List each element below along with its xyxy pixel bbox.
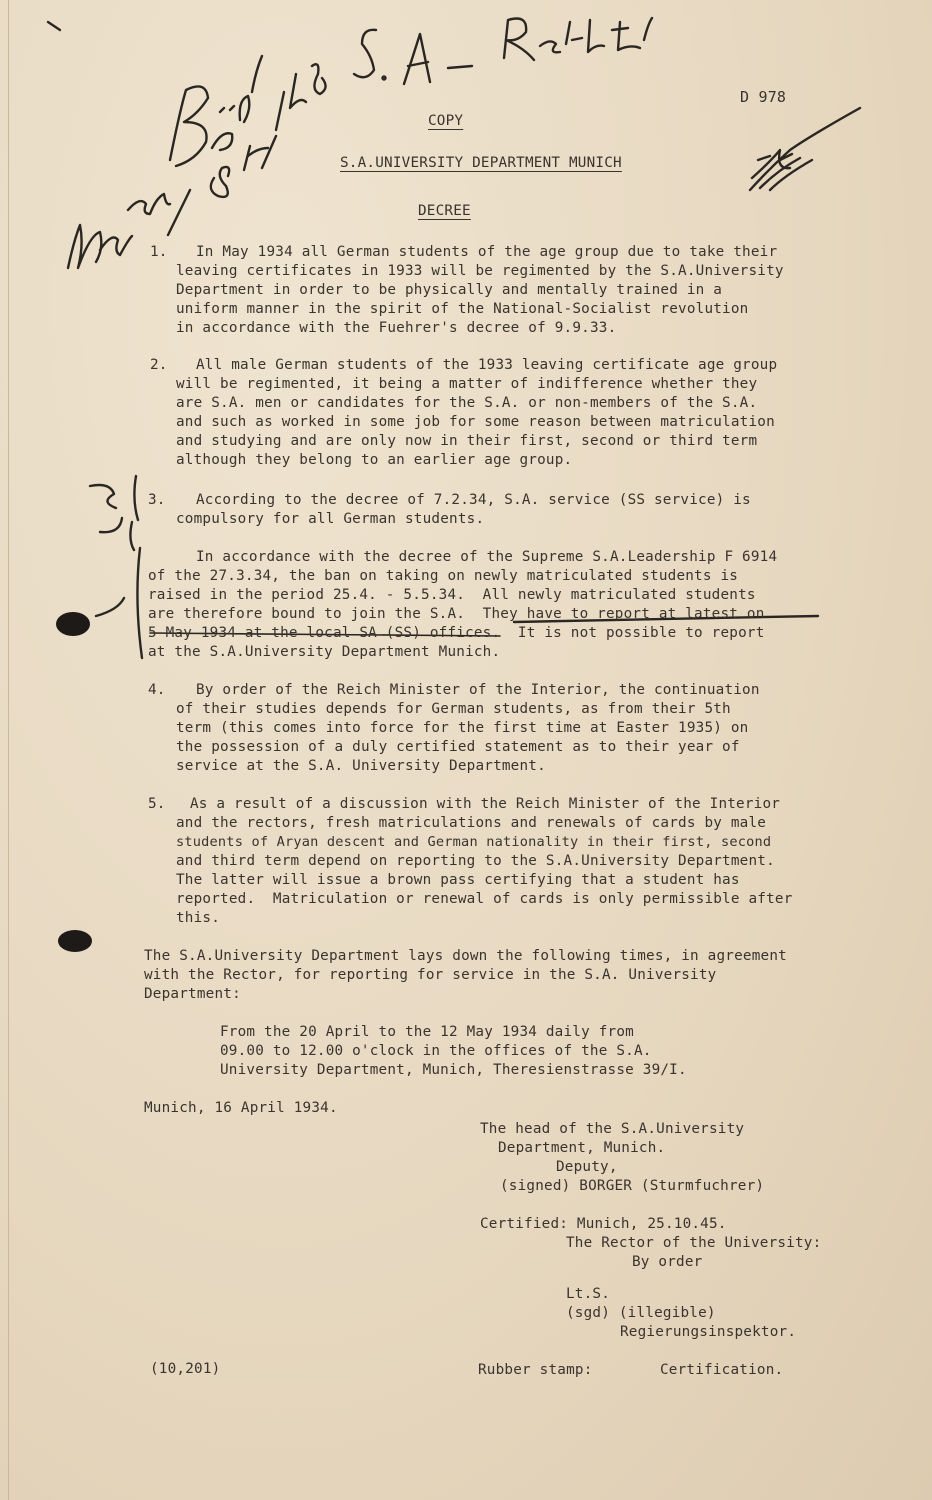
- paragraph-number: 5.: [148, 796, 166, 812]
- paragraph-4-line: the possession of a duly certified statement as to their year of: [176, 739, 740, 755]
- times-line: University Department, Munich, Theresienstrasse 39/I.: [220, 1062, 687, 1078]
- paragraph-5-line: students of Aryan descent and German nationality in their first, second: [176, 834, 772, 850]
- signature-line: Deputy,: [556, 1159, 618, 1175]
- paragraph-3b-line: 5 May 1934 at the local SA (SS) offices. It is not possible to report: [148, 625, 765, 641]
- paragraph-3b-line: In accordance with the decree of the Supreme S.A.Leadership F 6914: [196, 549, 778, 565]
- certified-line: Certified: Munich, 25.10.45.: [480, 1216, 727, 1232]
- paragraph-number: 1.: [150, 244, 168, 260]
- paragraph-2-line: and such as worked in some job for some reason between matriculation: [176, 414, 775, 430]
- officer-line: Regierungsinspektor.: [620, 1324, 797, 1340]
- decree-heading: DECREE: [418, 203, 471, 219]
- ink-blot: [56, 612, 90, 636]
- paragraph-number: 3.: [148, 492, 166, 508]
- paragraph-5-line: reported. Matriculation or renewal of cards is only permissible after: [176, 891, 793, 907]
- paragraph-1-line: leaving certificates in 1933 will be regimented by the S.A.University: [176, 263, 784, 279]
- paragraph-2-line: are S.A. men or candidates for the S.A. or non-members of the S.A.: [176, 395, 758, 411]
- paragraph-3-line: compulsory for all German students.: [176, 511, 485, 527]
- closing-line: Department:: [144, 986, 241, 1002]
- paragraph-3b-line: raised in the period 25.4. - 5.5.34. All newly matriculated students: [148, 587, 756, 603]
- stamp-label: Rubber stamp:: [478, 1362, 593, 1378]
- paragraph-5-line: The latter will issue a brown pass certifying that a student has: [176, 872, 740, 888]
- paragraph-2-line: will be regimented, it being a matter of indifference whether they: [176, 376, 758, 392]
- page-edge: [8, 0, 9, 1500]
- closing-line: The S.A.University Department lays down the following times, in agreement: [144, 948, 787, 964]
- paragraph-number: 2.: [150, 357, 168, 373]
- signature-line: The head of the S.A.University: [480, 1121, 745, 1137]
- paragraph-5-line: and third term depend on reporting to the S.A.University Department.: [176, 853, 775, 869]
- paragraph-5-line: As a result of a discussion with the Reich Minister of the Interior: [190, 796, 781, 812]
- document-reference: D 978: [740, 88, 787, 106]
- paragraph-1-line: in accordance with the Fuehrer's decree of 9.9.33.: [176, 320, 617, 336]
- paragraph-2-line: although they belong to an earlier age group.: [176, 452, 573, 468]
- signature-line: Department, Munich.: [498, 1140, 666, 1156]
- ink-blot: [58, 930, 92, 952]
- paragraph-1-line: uniform manner in the spirit of the National-Socialist revolution: [176, 301, 749, 317]
- paragraph-4-line: service at the S.A. University Department.: [176, 758, 546, 774]
- paragraph-3-line: According to the decree of 7.2.34, S.A. service (SS service) is: [196, 492, 751, 508]
- document-date: Munich, 16 April 1934.: [144, 1100, 338, 1116]
- times-line: From the 20 April to the 12 May 1934 daily from: [220, 1024, 634, 1040]
- file-code: (10,201): [150, 1361, 221, 1377]
- paragraph-4-line: of their studies depends for German students, as from their 5th: [176, 701, 731, 717]
- officer-line: Lt.S.: [566, 1286, 611, 1302]
- paragraph-3b-line: are therefore bound to join the S.A. They have to report at latest on: [148, 606, 765, 622]
- paragraph-4-line: term (this comes into force for the first time at Easter 1935) on: [176, 720, 749, 736]
- paragraph-number: 4.: [148, 682, 166, 698]
- certified-line: The Rector of the University:: [566, 1235, 822, 1251]
- stamp-value: Certification.: [660, 1362, 784, 1378]
- paragraph-2-line: All male German students of the 1933 leaving certificate age group: [196, 357, 778, 373]
- department-heading: S.A.UNIVERSITY DEPARTMENT MUNICH: [340, 155, 622, 171]
- paragraph-3b-line: at the S.A.University Department Munich.: [148, 644, 501, 660]
- paragraph-1-line: In May 1934 all German students of the age group due to take their: [196, 244, 778, 260]
- paragraph-5-line: this.: [176, 910, 221, 926]
- paragraph-5-line: and the rectors, fresh matriculations and renewals of cards by male: [176, 815, 767, 831]
- certified-line: By order: [632, 1254, 703, 1270]
- paragraph-4-line: By order of the Reich Minister of the Interior, the continuation: [196, 682, 760, 698]
- signature-line: (signed) BORGER (Sturmfuchrer): [500, 1178, 765, 1194]
- paragraph-3b-line: of the 27.3.34, the ban on taking on newly matriculated students is: [148, 568, 739, 584]
- paragraph-1-line: Department in order to be physically and mentally trained in a: [176, 282, 723, 298]
- officer-line: (sgd) (illegible): [566, 1305, 716, 1321]
- times-line: 09.00 to 12.00 o'clock in the offices of the S.A.: [220, 1043, 652, 1059]
- copy-heading: COPY: [428, 113, 464, 129]
- closing-line: with the Rector, for reporting for service in the S.A. University: [144, 967, 717, 983]
- paragraph-2-line: and studying and are only now in their first, second or third term: [176, 433, 758, 449]
